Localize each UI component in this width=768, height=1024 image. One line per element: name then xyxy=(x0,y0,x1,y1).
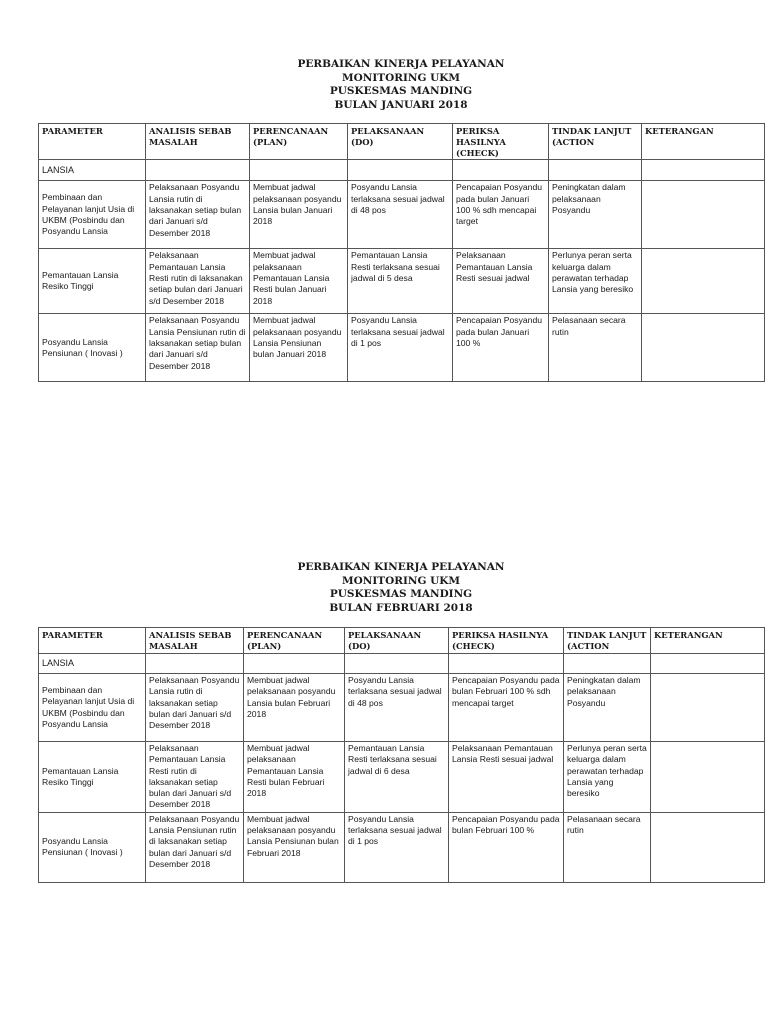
empty-cell xyxy=(250,160,348,181)
cell-pelaksanaan: Posyandu Lansia terlaksana sesuai jadwal di 48 pos xyxy=(345,674,449,742)
cell-perencanaan: Membuat jadwal pelaksanaan Pemantauan Lansia Resti bulan Februari 2018 xyxy=(244,742,345,813)
table-row xyxy=(39,742,765,813)
table-header-row xyxy=(39,124,765,160)
empty-cell xyxy=(651,654,765,674)
table-row xyxy=(39,674,765,742)
header-perencanaan: PERENCANAAN (PLAN) xyxy=(250,124,348,160)
report-title xyxy=(38,561,764,615)
header-analisis: ANALISIS SEBAB MASALAH xyxy=(146,628,244,654)
cell-perencanaan: Membuat jadwal pelaksanaan posyandu Lansia bulan Januari 2018 xyxy=(250,181,348,249)
cell-tindak-lanjut: Peningkatan dalam pelaksanaan Posyandu xyxy=(564,674,651,742)
monitoring-table xyxy=(38,123,765,382)
cell-tindak-lanjut: Perlunya peran serta keluarga dalam perawatan terhadap Lansia yang beresiko xyxy=(549,249,642,314)
empty-cell xyxy=(564,654,651,674)
report-section-february xyxy=(38,561,764,883)
header-periksa: PERIKSA HASILNYA (CHECK) xyxy=(449,628,564,654)
empty-cell xyxy=(348,160,453,181)
empty-cell xyxy=(146,160,250,181)
title-line: PUSKESMAS MANDING xyxy=(329,588,473,600)
cell-pelaksanaan: Pemantauan Lansia Resti terlaksana sesuai jadwal di 6 desa xyxy=(345,742,449,813)
cell-parameter: Posyandu Lansia Pensiunan ( Inovasi ) xyxy=(39,314,146,382)
table-row xyxy=(39,812,765,882)
cell-perencanaan: Membuat jadwal pelaksanaan posyandu Lansia Pensiunan bulan Januari 2018 xyxy=(250,314,348,382)
header-analisis: ANALISIS SEBAB MASALAH xyxy=(146,124,250,160)
empty-cell xyxy=(146,654,244,674)
group-row xyxy=(39,654,765,674)
header-parameter: PARAMETER xyxy=(39,124,146,160)
cell-perencanaan: Membuat jadwal pelaksanaan posyandu Lansia bulan Februari 2018 xyxy=(244,674,345,742)
cell-parameter: Pembinaan dan Pelayanan lanjut Usia di UKBM (Posbindu dan Posyandu Lansia xyxy=(39,674,146,742)
table-row xyxy=(39,249,765,314)
cell-analisis: Pelaksanaan Posyandu Lansia Pensiunan rutin di laksanakan setiap bulan dari Januari s/d Desember 2018 xyxy=(146,314,250,382)
cell-keterangan xyxy=(651,674,765,742)
empty-cell xyxy=(549,160,642,181)
cell-periksa: Pencapaian Posyandu pada bulan Januari 100 % xyxy=(453,314,549,382)
empty-cell xyxy=(345,654,449,674)
cell-parameter: Pemantauan Lansia Resiko Tinggi xyxy=(39,742,146,813)
header-tindak-lanjut: TINDAK LANJUT (ACTION xyxy=(549,124,642,160)
cell-keterangan xyxy=(642,314,765,382)
group-label: LANSIA xyxy=(39,160,146,181)
cell-periksa: Pencapaian Posyandu pada bulan Januari 100 % sdh mencapai target xyxy=(453,181,549,249)
cell-tindak-lanjut: Perlunya peran serta keluarga dalam perawatan terhadap Lansia yang beresiko xyxy=(564,742,651,813)
table-row xyxy=(39,314,765,382)
cell-parameter: Pemantauan Lansia Resiko Tinggi xyxy=(39,249,146,314)
cell-keterangan xyxy=(642,249,765,314)
cell-pelaksanaan: Posyandu Lansia terlaksana sesuai jadwal di 48 pos xyxy=(348,181,453,249)
header-keterangan: KETERANGAN xyxy=(651,628,765,654)
cell-periksa: Pelaksanaan Pemantauan Lansia Resti sesuai jadwal xyxy=(453,249,549,314)
header-pelaksanaan: PELAKSANAAN (DO) xyxy=(345,628,449,654)
cell-analisis: Pelaksanaan Posyandu Lansia rutin di laksanakan setiap bulan dari Januari s/d Desember 2018 xyxy=(146,181,250,249)
cell-parameter: Pembinaan dan Pelayanan lanjut Usia di UKBM (Posbindu dan Posyandu Lansia xyxy=(39,181,146,249)
header-tindak-lanjut: TINDAK LANJUT (ACTION xyxy=(564,628,651,654)
title-line: PUSKESMAS MANDING xyxy=(329,85,473,97)
cell-periksa: Pencapaian Posyandu pada bulan Februari 100 % xyxy=(449,812,564,882)
header-perencanaan: PERENCANAAN (PLAN) xyxy=(244,628,345,654)
cell-periksa: Pencapaian Posyandu pada bulan Februari 100 % sdh mencapai target xyxy=(449,674,564,742)
cell-analisis: Pelaksanaan Pemantauan Lansia Resti rutin di laksanakan setiap bulan dari Januari s/d Desember 2018 xyxy=(146,249,250,314)
table-header-row xyxy=(39,628,765,654)
title-line: MONITORING UKM xyxy=(341,71,460,84)
title-line: BULAN JANUARI 2018 xyxy=(334,98,468,111)
cell-tindak-lanjut: Pelasanaan secara rutin xyxy=(549,314,642,382)
cell-analisis: Pelaksanaan Posyandu Lansia Pensiunan rutin di laksanakan setiap bulan dari Januari s/d Desember 2018 xyxy=(146,812,244,882)
cell-tindak-lanjut: Pelasanaan secara rutin xyxy=(564,812,651,882)
table-row xyxy=(39,181,765,249)
cell-pelaksanaan: Posyandu Lansia terlaksana sesuai jadwal di 1 pos xyxy=(348,314,453,382)
group-row xyxy=(39,160,765,181)
cell-pelaksanaan: Posyandu Lansia terlaksana sesuai jadwal di 1 pos xyxy=(345,812,449,882)
cell-parameter: Posyandu Lansia Pensiunan ( Inovasi ) xyxy=(39,812,146,882)
cell-perencanaan: Membuat jadwal pelaksanaan Pemantauan Lansia Resti bulan Januari 2018 xyxy=(250,249,348,314)
cell-perencanaan: Membuat jadwal pelaksanaan posyandu Lansia Pensiunan bulan Februari 2018 xyxy=(244,812,345,882)
cell-keterangan xyxy=(651,742,765,813)
group-label: LANSIA xyxy=(39,654,146,674)
report-title xyxy=(38,58,764,112)
empty-cell xyxy=(453,160,549,181)
empty-cell xyxy=(642,160,765,181)
header-parameter: PARAMETER xyxy=(39,628,146,654)
report-section-january xyxy=(38,58,764,382)
title-line: MONITORING UKM xyxy=(341,574,460,587)
header-keterangan: KETERANGAN xyxy=(642,124,765,160)
monitoring-table xyxy=(38,627,765,883)
cell-analisis: Pelaksanaan Posyandu Lansia rutin di laksanakan setiap bulan dari Januari s/d Desember 2018 xyxy=(146,674,244,742)
cell-periksa: Pelaksanaan Pemantauan Lansia Resti sesuai jadwal xyxy=(449,742,564,813)
cell-pelaksanaan: Pemantauan Lansia Resti terlaksana sesuai jadwal di 5 desa xyxy=(348,249,453,314)
cell-analisis: Pelaksanaan Pemantauan Lansia Resti rutin di laksanakan setiap bulan dari Januari s/d Desember 2018 xyxy=(146,742,244,813)
empty-cell xyxy=(449,654,564,674)
title-line: BULAN FEBRUARI 2018 xyxy=(329,601,473,614)
cell-keterangan xyxy=(651,812,765,882)
cell-tindak-lanjut: Peningkatan dalam pelaksanaan Posyandu xyxy=(549,181,642,249)
cell-keterangan xyxy=(642,181,765,249)
title-line: PERBAIKAN KINERJA PELAYANAN xyxy=(297,58,505,70)
empty-cell xyxy=(244,654,345,674)
header-pelaksanaan: PELAKSANAAN (DO) xyxy=(348,124,453,160)
title-line: PERBAIKAN KINERJA PELAYANAN xyxy=(297,561,505,573)
header-periksa: PERIKSA HASILNYA (CHECK) xyxy=(453,124,549,160)
